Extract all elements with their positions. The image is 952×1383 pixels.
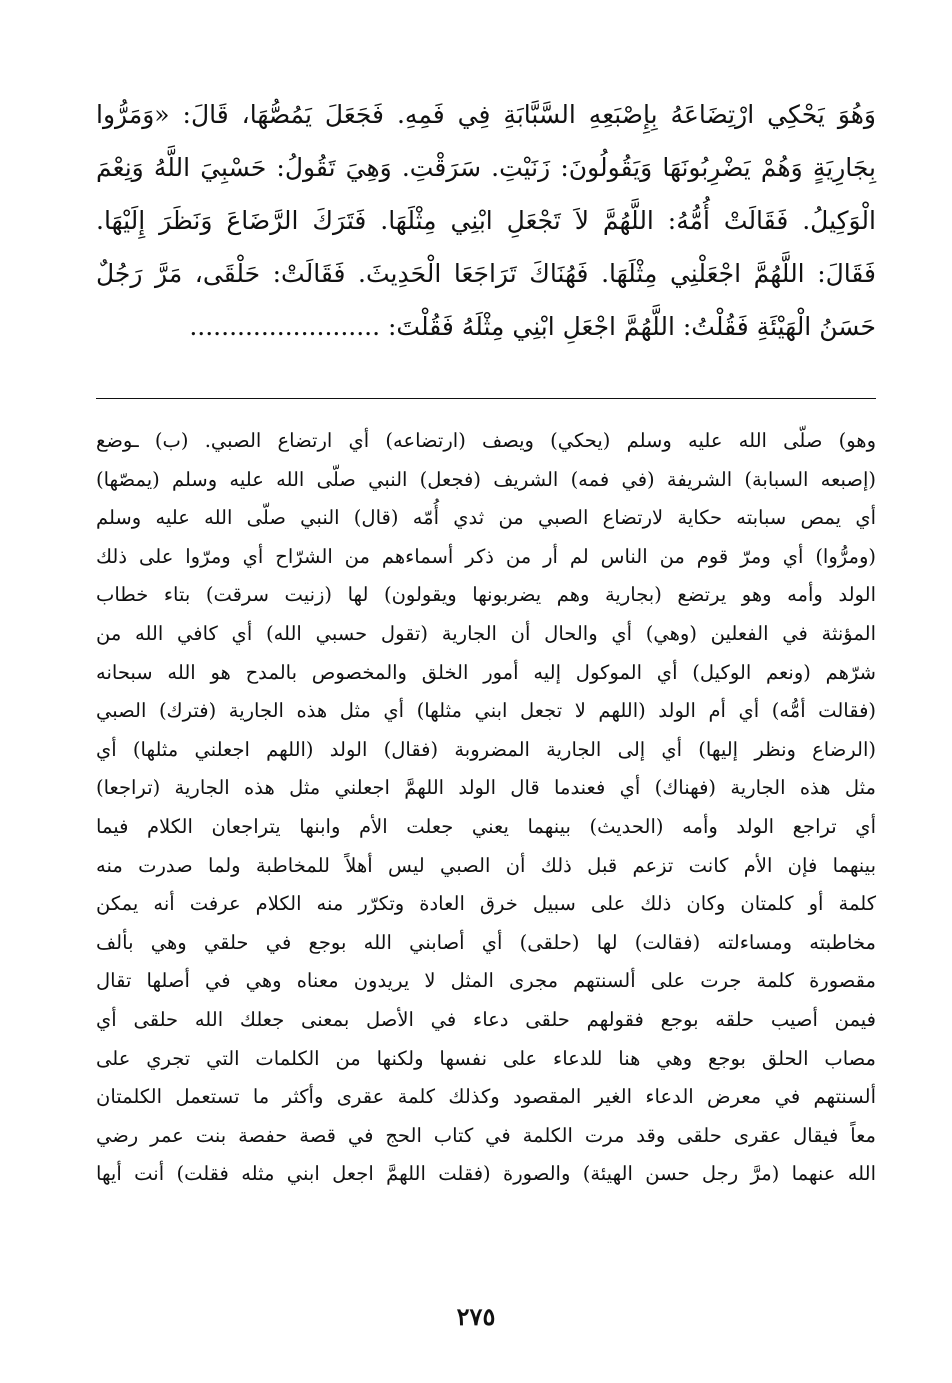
hadith-line: وَهُوَ يَحْكِي ارْتِضَاعَهُ بِإِصْبَعِهِ السَّبَّابَةِ فِي فَمِهِ. فَجَعَلَ يَمُصُّهَا، قَالَ: «وَمَرُّوا (96, 100, 876, 129)
commentary-text (96, 422, 876, 1194)
commentary-line: مصاب الحلق بوجع وهي هنا للدعاء على نفسها ولكنها من الكلمات التي تجري على (96, 1046, 876, 1070)
commentary-line: (فقالت أمُّه) أي أم الولد (اللهم لا تجعل ابني مثلها) أي مثل هذه الجارية (فترك) الصبي (96, 699, 876, 723)
commentary-line: أي يمص سبابته حكاية لارتضاع الصبي من ثدي أُمّه (قال) النبي صلّى الله عليه وسلم (96, 506, 876, 530)
commentary-line: شرّهم (ونعم الوكيل) أي الموكول إليه أمور الخلق والمخصوص بالمدح هو الله سبحانه (96, 660, 876, 684)
commentary-line: أي تراجع الولد وأمه (الحديث) بينهما يعني جعلت الأم وابنها يتراجعان الكلام فيما (96, 814, 876, 838)
commentary-line: الله عنهما (مرَّ رجل حسن الهيئة) والصورة (فقلت اللهمَّ اجعل ابني مثله فقلت) أنت أيها (96, 1162, 876, 1186)
hadith-line: فَقَالَ: اللَّهُمَّ اجْعَلْنِي مِثْلَهَا. فَهُنَاكَ تَرَاجَعَا الْحَدِيثَ. فَقَالَتْ: حَلْقَى، مَرَّ رَجُلٌ (96, 259, 876, 288)
hadith-line: بِجَارِيَةٍ وَهُمْ يَضْرِبُونَهَا وَيَقُولُونَ: زَنَيْتِ. سَرَقْتِ. وَهِيَ تَقُولُ: حَسْبِيَ اللَّهُ وَنِعْمَ (96, 153, 876, 182)
commentary-line: المؤنثة في الفعلين (وهي) أي والحال أن الجارية (تقول حسبي الله) أي كافي الله من (96, 621, 876, 645)
section-divider (96, 398, 876, 399)
commentary-line: بينهما فإن الأم كانت تزعم قبل ذلك أن الصبي ليس أهلاً للمخاطبة ولما صدرت منه (96, 853, 876, 877)
page-number: ٢٧٥ (456, 1302, 496, 1331)
commentary-line: (الرضاع ونظر إليها) أي إلى الجارية المضروبة (فقال) الولد (اللهم اجعلني مثلها) أي (96, 737, 876, 761)
commentary-line: مخاطبته ومساءلته (فقالت) لها (حلقى) أي أصابني الله بوجع في حلقي وهي بألف (96, 930, 876, 954)
commentary-line: مثل هذه الجارية (فهناك) أي فعندما قال الولد اللهمَّ اجعلني مثل هذه الجارية (تراجعا) (96, 776, 876, 800)
commentary-line: (ومرُّوا) أي ومرّ قوم من الناس لم أر من ذكر أسماءهم من الشرّاح أي ومرّوا على ذلك (96, 544, 876, 568)
commentary-line: الولد وأمه وهو يرتضع (بجارية وهم يضربونها ويقولون) لها (زنيت سرقت) بتاء خطاب (96, 583, 876, 607)
commentary-line: وهو) صلّى الله عليه وسلم (يحكي) ويصف (ارتضاعه) أي ارتضاع الصبي. (ب) ـوضع (96, 429, 876, 452)
hadith-line: حَسَنُ الْهَيْئَةِ فَقُلْتُ: اللَّهُمَّ اجْعَلِ ابْنِي مِثْلَهُ فَقُلْتَ: ........................ (189, 312, 876, 341)
book-page (96, 88, 876, 1186)
commentary-line: (إصبعه السبابة) الشريفة (في فمه) الشريف (فجعل) النبي صلّى الله عليه وسلم (يمصّها) (96, 467, 876, 491)
commentary-line: معاً فيقال عقرى حلقى وقد مرت الكلمة في كتاب الحج في قصة حفصة بنت عمر رضي (96, 1123, 876, 1147)
commentary-line: فيمن أصيب حلقه بوجع فقولهم حلقى دعاء في الأصل بمعنى جعلك الله حلقى أي (96, 1007, 876, 1031)
hadith-line: الْوَكِيلُ. فَقَالَتْ أُمُّهُ: اللَّهُمَّ لاَ تَجْعَلِ ابْنِي مِثْلَهَا. فَتَرَكَ الرَّضَاعَ وَنَظَرَ إِلَيْهَا. (96, 206, 876, 235)
commentary-line: مقصورة كلمة جرت على ألسنتهم مجرى المثل لا يريدون معناه وهي في أصلها تقال (96, 969, 876, 993)
commentary-line: ألسنتهم في معرض الدعاء الغير المقصود وكذلك كلمة عقرى وأكثر ما تستعمل الكلمتان (96, 1085, 876, 1109)
commentary-line: كلمة أو كلمتان وكان ذلك على سبيل خرق العادة وتكرّر منه الكلام عرفت أنه يمكن (96, 892, 876, 916)
hadith-text (96, 88, 876, 358)
